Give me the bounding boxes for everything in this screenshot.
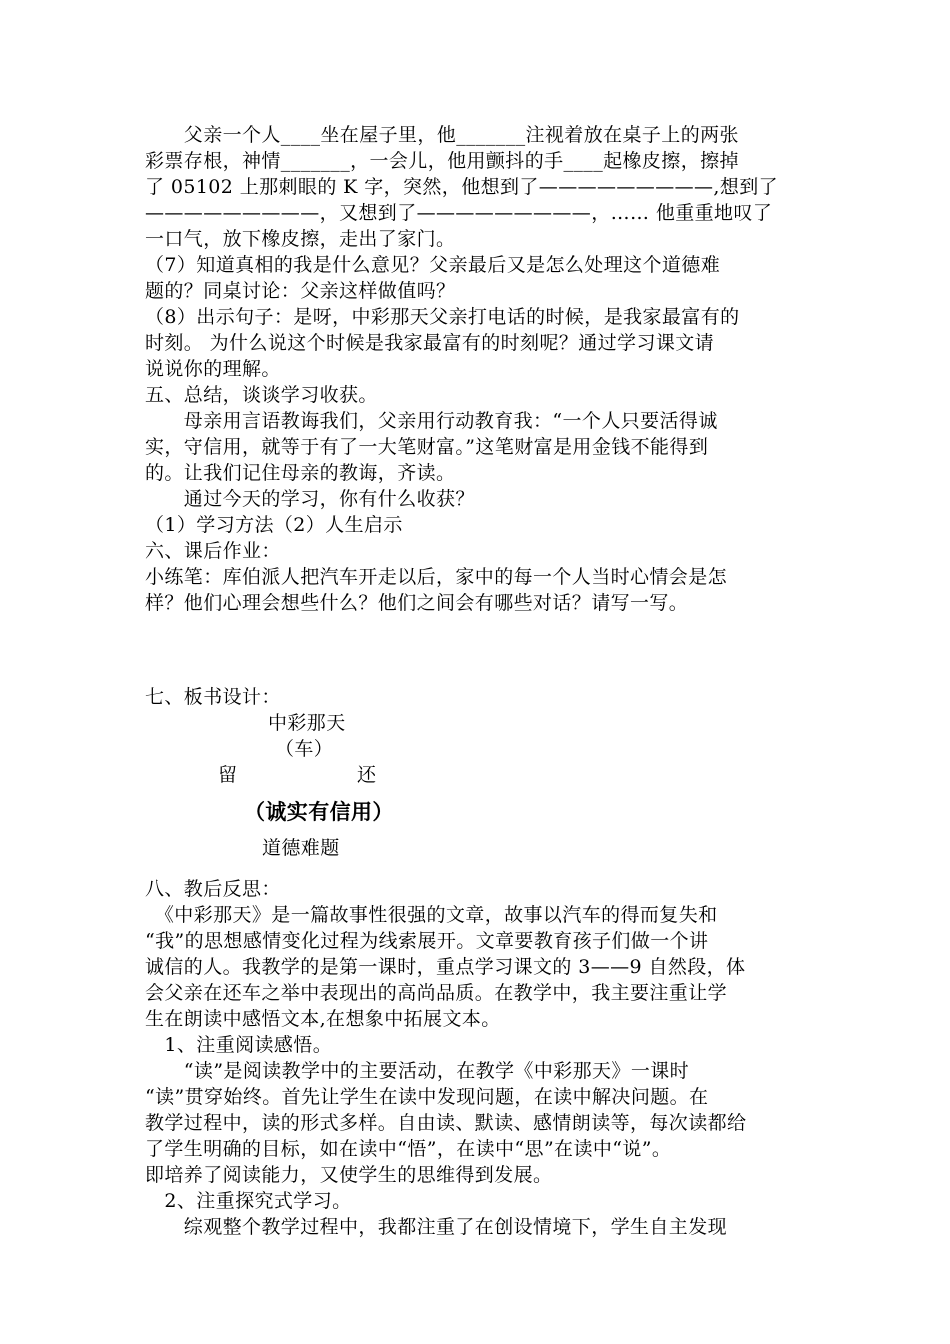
body-line: 生在朗读中感悟文本,在想象中拓展文本。 [145,1008,501,1030]
body-line: 样？他们心理会想些什么？他们之间会有哪些对话？请写一写。 [145,592,689,614]
board-car: （车） [275,738,334,760]
body-line: 彩票存根，神情_______，一会儿，他用颤抖的手____起橡皮擦，擦掉 [145,150,739,172]
body-line: 了 05102 上那刺眼的 K 字，突然，他想到了—————————,想到了 [145,176,779,198]
body-line: 教学过程中，读的形式多样。自由读、默读、感情朗读等，每次读都给 [145,1112,747,1134]
body-line: 通过今天的学习，你有什么收获？ [145,488,475,510]
body-line: 父亲一个人____坐在屋子里，他_______注视着放在桌子上的两张 [145,124,739,146]
section-heading-homework: 六、课后作业： [145,540,281,562]
body-line: 综观整个教学过程中，我都注重了在创设情境下，学生自主发现 [145,1216,728,1238]
body-line: 了学生明确的目标，如在读中“悟”，在读中“思”在读中“说”。 [145,1138,672,1160]
body-line: （7）知道真相的我是什么意见？父亲最后又是怎么处理这个道德难 [145,254,721,276]
body-line: 《中彩那天》是一篇故事性很强的文章，故事以汽车的得而复失和 [145,904,718,926]
board-theme: （诚实有信用） [244,800,394,824]
body-line: “读”贯穿始终。首先让学生在读中发现问题，在读中解决问题。在 [145,1086,709,1108]
body-line: 的。让我们记住母亲的教诲，齐读。 [145,462,456,484]
body-line: 诚信的人。我教学的是第一课时，重点学习课文的 3——9 自然段，体 [145,956,746,978]
body-line: “我”的思想感情变化过程为线索展开。文章要教育孩子们做一个讲 [145,930,709,952]
body-line: 母亲用言语教诲我们，父亲用行动教育我：“一个人只要活得诚 [145,410,718,432]
body-line: 说说你的理解。 [145,358,281,380]
body-line: 小练笔：库伯派人把汽车开走以后，家中的每一个人当时心情会是怎 [145,566,728,588]
body-line: 一口气，放下橡皮擦，走出了家门。 [145,228,456,250]
section-heading-board-design: 七、板书设计： [145,686,281,708]
board-dilemma: 道德难题 [262,837,340,859]
board-return: 还 [357,764,377,786]
board-title: 中彩那天 [268,712,346,734]
body-line: 会父亲在还车之举中表现出的高尚品质。在教学中，我主要注重让学 [145,982,728,1004]
section-heading-summary: 五、总结，谈谈学习收获。 [145,384,378,406]
body-line: —————————，又想到了—————————，…… 他重重地叹了 [145,202,773,224]
body-line: 即培养了阅读能力，又使学生的思维得到发展。 [145,1164,553,1186]
body-line: 题的？同桌讨论：父亲这样做值吗？ [145,280,456,302]
board-keep: 留 [218,764,238,786]
body-line: （1）学习方法（2）人生启示 [145,514,403,536]
body-line: （8）出示句子：是呀，中彩那天父亲打电话的时候，是我家最富有的 [145,306,740,328]
body-line: 时刻。 为什么说这个时候是我家最富有的时刻呢？通过学习课文请 [145,332,715,354]
body-line: “读”是阅读教学中的主要活动，在教学《中彩那天》一课时 [145,1060,690,1082]
subheading-reading: 1、注重阅读感悟。 [145,1034,333,1056]
section-heading-reflection: 八、教后反思： [145,878,281,900]
subheading-inquiry: 2、注重探究式学习。 [145,1190,352,1212]
body-line: 实，守信用，就等于有了一大笔财富。”这笔财富是用金钱不能得到 [145,436,709,458]
